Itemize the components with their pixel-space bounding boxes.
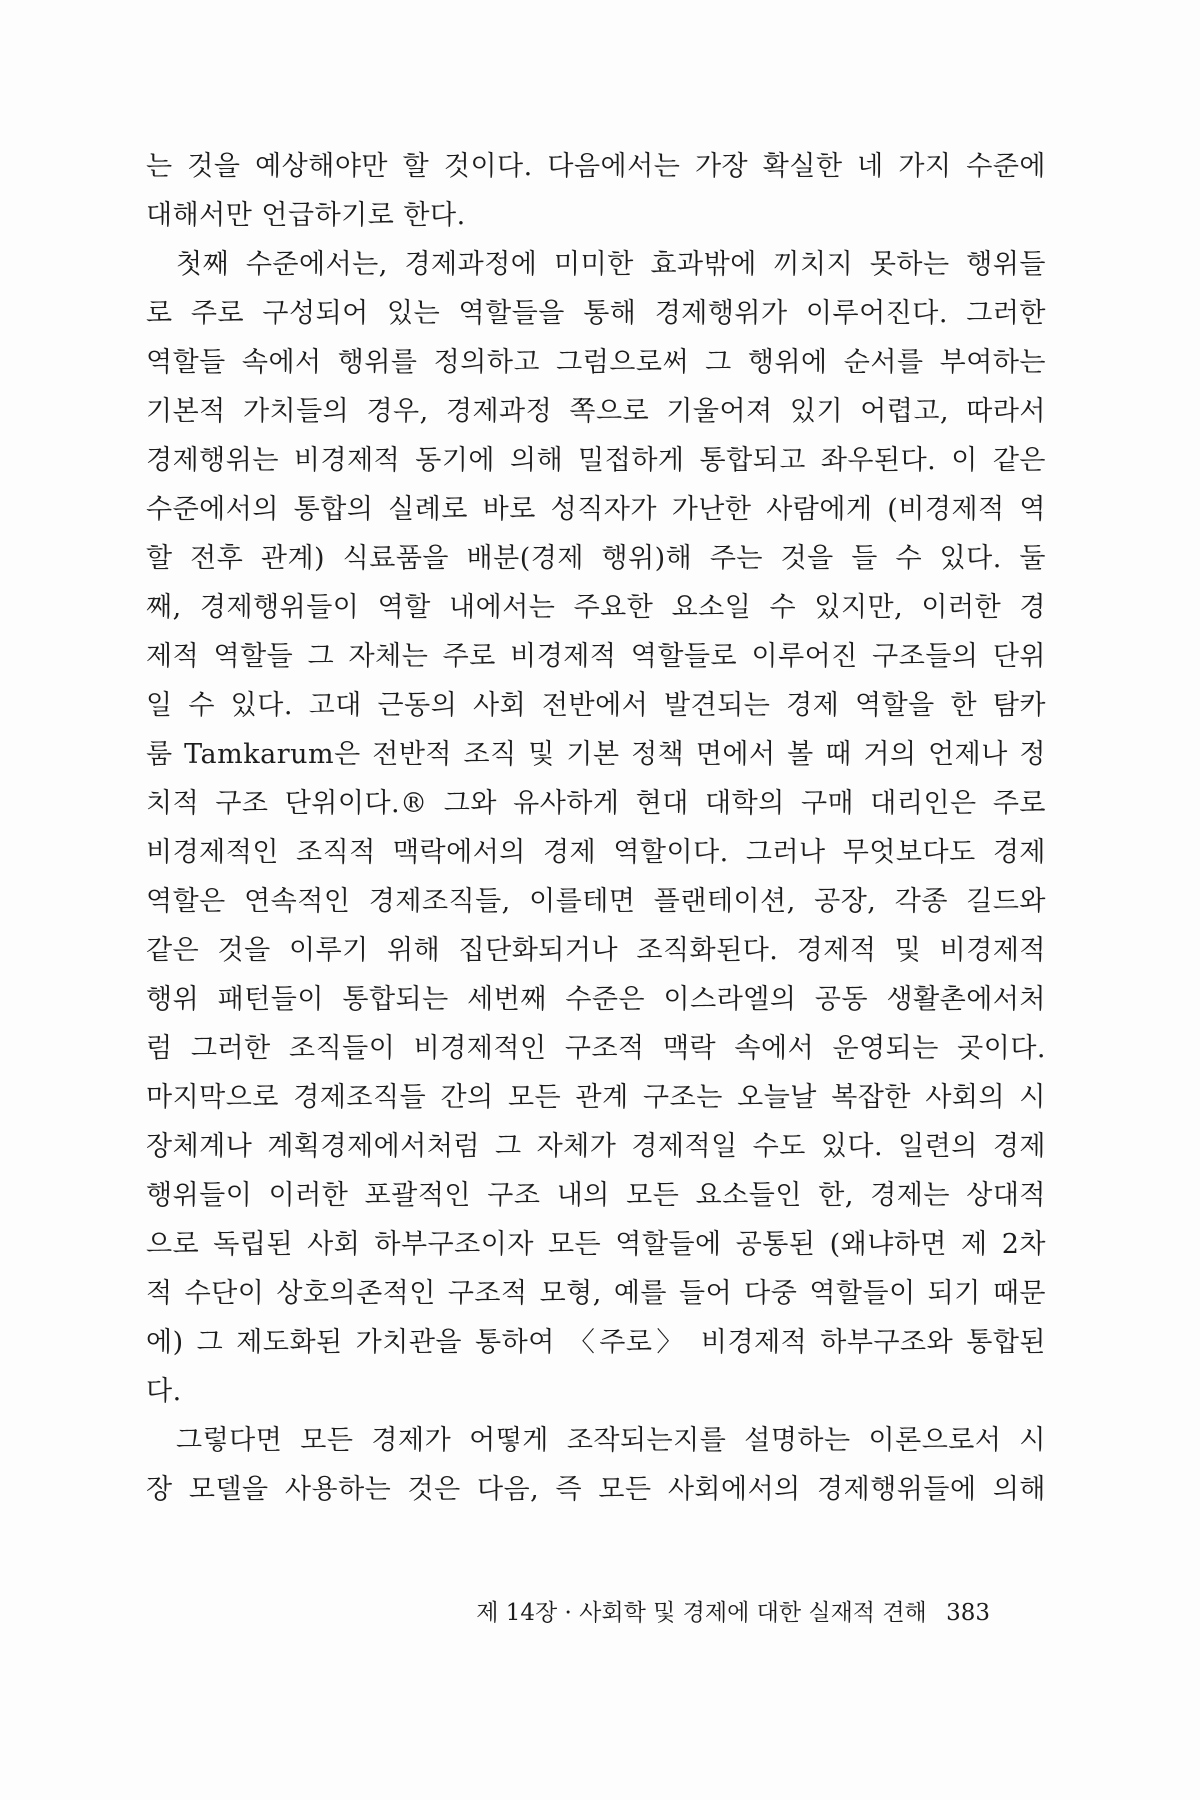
text-line: 는 것을 예상해야만 할 것이다. 다음에서는 가장 확실한 네 가지 수준에 bbox=[146, 151, 1046, 182]
text-line: 행위 패턴들이 통합되는 세번째 수준은 이스라엘의 공동 생활촌에서처 bbox=[146, 984, 1046, 1015]
text-line: 장체계나 계획경제에서처럼 그 자체가 경제적일 수도 있다. 일련의 경제 bbox=[146, 1131, 1046, 1162]
paragraph-first-line: 첫째 수준에서는, 경제과정에 미미한 효과밖에 끼치지 못하는 행위들 bbox=[176, 249, 1046, 280]
text-line: 장 모델을 사용하는 것은 다음, 즉 모든 사회에서의 경제행위들에 의해 bbox=[146, 1474, 1046, 1505]
text-line: 수준에서의 통합의 실례로 바로 성직자가 가난한 사람에게 (비경제적 역 bbox=[146, 494, 1046, 525]
text-line: 으로 독립된 사회 하부구조이자 모든 역할들에 공통된 (왜냐하면 제 2차 bbox=[146, 1229, 1046, 1260]
text-line: 경제행위는 비경제적 동기에 의해 밀접하게 통합되고 좌우된다. 이 같은 bbox=[146, 445, 1046, 476]
text-line: 일 수 있다. 고대 근동의 사회 전반에서 발견되는 경제 역할을 한 탐카 bbox=[146, 690, 1046, 721]
text-line: 기본적 가치들의 경우, 경제과정 쪽으로 기울어져 있기 어렵고, 따라서 bbox=[146, 396, 1046, 427]
text-line: 다. bbox=[146, 1376, 182, 1407]
text-line: 제적 역할들 그 자체는 주로 비경제적 역할들로 이루어진 구조들의 단위 bbox=[146, 641, 1046, 672]
text-line: 역할은 연속적인 경제조직들, 이를테면 플랜테이션, 공장, 각종 길드와 bbox=[146, 886, 1046, 917]
text-line: 비경제적인 조직적 맥락에서의 경제 역할이다. 그러나 무엇보다도 경제 bbox=[146, 837, 1046, 868]
running-head: 제 14장 · 사회학 및 경제에 대한 실재적 견해 bbox=[476, 1600, 927, 1626]
text-line: 치적 구조 단위이다.® 그와 유사하게 현대 대학의 구매 대리인은 주로 bbox=[146, 788, 1046, 819]
text-line: 할 전후 관계) 식료품을 배분(경제 행위)해 주는 것을 들 수 있다. 둘 bbox=[146, 543, 1046, 574]
paragraph-first-line: 그렇다면 모든 경제가 어떻게 조작되는지를 설명하는 이론으로서 시 bbox=[176, 1425, 1046, 1456]
text-line: 로 주로 구성되어 있는 역할들을 통해 경제행위가 이루어진다. 그러한 bbox=[146, 298, 1046, 329]
text-line: 마지막으로 경제조직들 간의 모든 관계 구조는 오늘날 복잡한 사회의 시 bbox=[146, 1082, 1046, 1113]
text-line: 같은 것을 이루기 위해 집단화되거나 조직화된다. 경제적 및 비경제적 bbox=[146, 935, 1046, 966]
text-line: 대해서만 언급하기로 한다. bbox=[146, 200, 466, 231]
text-line: 에) 그 제도화된 가치관을 통하여 〈주로〉 비경제적 하부구조와 통합된 bbox=[146, 1327, 1046, 1358]
text-line: 룸 Tamkarum은 전반적 조직 및 기본 정책 면에서 볼 때 거의 언제나 정 bbox=[146, 739, 1046, 770]
text-line: 럼 그러한 조직들이 비경제적인 구조적 맥락 속에서 운영되는 곳이다. bbox=[146, 1033, 1046, 1064]
text-line: 역할들 속에서 행위를 정의하고 그럼으로써 그 행위에 순서를 부여하는 bbox=[146, 347, 1046, 378]
text-line: 적 수단이 상호의존적인 구조적 모형, 예를 들어 다중 역할들이 되기 때문 bbox=[146, 1278, 1046, 1309]
text-line: 행위들이 이러한 포괄적인 구조 내의 모든 요소들인 한, 경제는 상대적 bbox=[146, 1180, 1046, 1211]
page-footer bbox=[470, 1593, 990, 1633]
text-line: 째, 경제행위들이 역할 내에서는 주요한 요소일 수 있지만, 이러한 경 bbox=[146, 592, 1046, 623]
page-number: 383 bbox=[946, 1600, 990, 1626]
body-text bbox=[146, 142, 1046, 1514]
